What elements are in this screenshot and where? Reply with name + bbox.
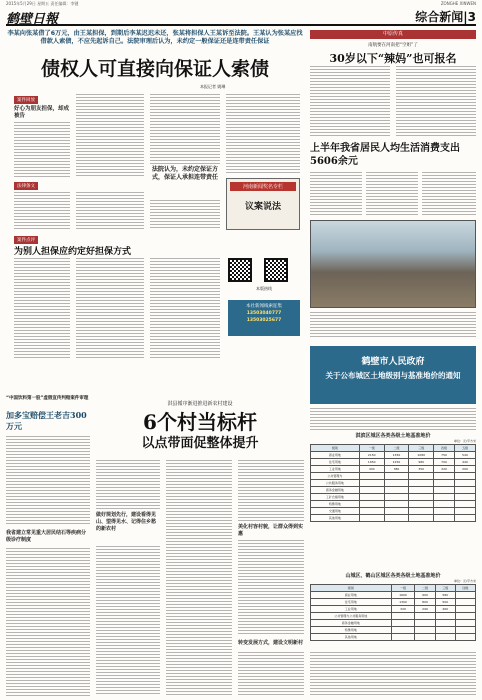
table-cell: 580 [435,592,455,599]
tag-law: 法律条文 [14,182,38,190]
table-cell [434,494,455,501]
table-cell [434,487,455,494]
text-block [366,172,418,216]
village-sub-a: 做好规划先行，建设看得见山、望得见水、记得住乡愁的新农村 [96,512,157,532]
land-price-table-2 [310,584,476,641]
table-cell [409,473,434,480]
table-cell [415,627,435,634]
masthead [6,8,476,26]
table-cell [455,592,475,599]
table-header-cell: 一级 [391,585,415,592]
table-cell [455,480,476,487]
notice-issuer: 鹤壁市人民政府 [361,357,425,367]
table-row [311,473,476,480]
table-cell [409,508,434,515]
table-cell [415,620,435,627]
table-cell: 住宅用地 [311,599,392,606]
table-cell: 800 [415,599,435,606]
table-row [311,494,476,501]
table-row [311,606,476,613]
table-cell [455,515,476,522]
text-block [6,436,90,526]
table-cell: 工业用地 [311,606,392,613]
table-header-cell: 五级 [455,445,476,452]
table-cell [409,494,434,501]
table-cell [434,508,455,515]
table-cell [435,613,455,620]
main-headline: 债权人可直接向保证人索债 [40,58,269,80]
date-info: 2015年5月29日 星期五 责任编辑：李键 [6,1,79,6]
table-cell [391,613,415,620]
table-cell [359,501,384,508]
text-block [76,192,144,230]
table-cell [359,515,384,522]
table-cell: 540 [455,452,476,459]
text-block [226,94,300,174]
sub-comment: 为别人担保应约定好担保方式 [14,247,132,257]
text-block [150,200,220,230]
table2-unit: 单位：元/平方米 [453,579,476,583]
table1-unit: 单位：元/平方米 [453,439,476,443]
page-site: ZONGHE XINWEN [440,1,476,6]
table-header-cell: 级别 [311,585,392,592]
table-cell: 320 [391,606,415,613]
table-cell [384,480,409,487]
table-cell: 1600 [391,592,415,599]
land-price-table-1 [310,444,476,522]
south-headline: 30岁以下“辣妈”也可报名 [329,52,457,65]
table-header-cell: 二级 [415,585,435,592]
table-cell: 其他用地 [311,515,360,522]
table-cell: 1300 [391,599,415,606]
village-sub-c: 转变发展方式，建设文明新村 [238,640,304,646]
table-row [311,634,476,641]
table-cell [455,494,476,501]
qr-code-icon [264,258,288,282]
table2-title: 山城区、鹤山区城区各类各级土地基准地价 [345,573,441,579]
notice-header [310,346,476,404]
bl-kicker: “中国饮料第一股”虚假宣传判赔案件审理 [6,396,89,401]
table-row [311,620,476,627]
table-header-cell: 三级 [409,445,434,452]
text-block [310,652,476,696]
text-block [76,258,144,358]
table-cell [384,501,409,508]
table-row [311,466,476,473]
main-byline: 本报记者 姚琳 [200,84,226,89]
table-cell: 公共管理与 [311,473,360,480]
table-cell [384,508,409,515]
table-cell: 430 [359,466,384,473]
news-photo [310,220,476,308]
table-cell: 290 [415,606,435,613]
table-cell: 980 [409,459,434,466]
text-block [310,408,476,430]
table-cell [409,480,434,487]
table-cell [434,501,455,508]
table-cell: 700 [434,459,455,466]
table1-title: 淇滨区城区各类各级土地基准地价 [355,433,431,439]
table-cell: 特殊用地 [311,627,392,634]
table-cell [435,634,455,641]
table-cell: 380 [384,466,409,473]
table-cell: 440 [455,459,476,466]
table-cell: 工矿仓储用地 [311,494,360,501]
date-bar [0,0,482,6]
table-row [311,599,476,606]
table-row [311,515,476,522]
text-block [96,546,160,696]
text-block [310,66,390,136]
table-cell: 2150 [359,452,384,459]
text-block [166,460,232,696]
table-cell [434,515,455,522]
table-cell: 住宅用地 [311,459,360,466]
table-cell: 1350 [384,452,409,459]
table-cell: 商业用地 [311,452,360,459]
table-cell [391,627,415,634]
table-cell [409,501,434,508]
village-headline: 6个村当标杆 [143,410,257,434]
table-cell: 500 [435,599,455,606]
newspaper-logo: 鹤壁日報 [6,12,59,27]
table-cell [435,620,455,627]
notice-title: 关于公布城区土地级别与基准地价的通知 [325,371,461,380]
text-block [76,94,144,177]
table-row [311,487,476,494]
table-cell [455,473,476,480]
section-title: 综合新闻|3 [415,10,476,24]
mid-note: 法院认为，未约定保证方式，保证人承担连带责任 [151,166,218,181]
table-cell [455,599,475,606]
table-row [311,452,476,459]
table-header-cell: 级别 [311,445,360,452]
bl-headline-2: 我省建立常见重大居民结石等疾病分级诊疗制度 [6,530,87,543]
table-cell: 商务金融用地 [311,620,392,627]
main-lede: 李某向张某借了6万元，由王某担保，到期后李某迟迟未还，张某将担保人王某诉至法院。王某认为张某应找借款人索债，不应先起诉自己。法院审理后认为，未约定一般保证还是连带责任保证 [7,30,303,45]
table-cell: 350 [409,466,434,473]
text-block [6,548,90,696]
table-header-cell: 四级 [434,445,455,452]
table-cell [435,627,455,634]
table-cell [391,620,415,627]
photo-caption [310,312,476,338]
table-cell [455,487,476,494]
text-block [14,122,70,177]
table-cell: 1250 [384,459,409,466]
table-cell [384,473,409,480]
table-cell: 290 [455,466,476,473]
table-header-cell: 二级 [384,445,409,452]
table-cell [455,627,475,634]
table-cell: 320 [434,466,455,473]
table-cell [384,494,409,501]
text-block [96,460,160,510]
text-block [310,172,362,216]
table-row [311,592,476,599]
table-row [311,501,476,508]
table-cell [455,508,476,515]
text-block [150,94,220,164]
contact-box [228,300,300,336]
table-cell: 公共管理与公共服务用地 [311,613,392,620]
table-cell [434,473,455,480]
table-cell: 其他用地 [311,634,392,641]
sub-case: 好心为朋友担保，却成被告 [14,106,70,119]
table-cell [409,515,434,522]
table-cell [391,634,415,641]
tag-comment: 案件点评 [14,236,38,244]
village-kicker: 淇县循序渐进推进新农村建设 [167,401,233,407]
table-cell: 商业用地 [311,592,392,599]
text-block [238,540,304,636]
ad-label: 议案说法 [244,202,281,212]
table-cell [409,487,434,494]
table-row [311,459,476,466]
contact-title: 本社新闻线索征集 [246,304,282,309]
table-cell [359,473,384,480]
bl-headline: 加多宝赔偿王老吉300万元 [6,410,87,431]
text-block [238,652,304,696]
table-cell: 260 [435,606,455,613]
table-cell [359,508,384,515]
table-cell [455,620,475,627]
text-block [14,192,70,230]
table-cell [415,634,435,641]
table-header-cell: 三级 [435,585,455,592]
table-cell [455,606,475,613]
text-block [422,172,476,216]
tag-case: 案件回放 [14,96,38,104]
table-cell: 商务金融用地 [311,487,360,494]
table-row [311,480,476,487]
table-header-cell: 一级 [359,445,384,452]
table-cell [359,487,384,494]
table-row [311,508,476,515]
table-cell [455,501,476,508]
contact-caption: 本版热线 [256,286,272,291]
table-cell: 公共服务用地 [311,480,360,487]
table-cell [455,634,475,641]
text-block [14,258,70,358]
village-sub-b: 美化村容村貌，让群众得到实惠 [238,524,304,537]
table-cell [384,487,409,494]
text-block [396,66,476,136]
contact-phone: 13503040777 [246,311,282,316]
table-cell [384,515,409,522]
table-cell: 1080 [409,452,434,459]
ad-banner: 河南新闻奖名专栏 [230,182,296,191]
table-cell: 1650 [359,459,384,466]
tag-central: 中原传真 [310,30,476,39]
text-block [238,460,304,522]
contact-phone: 13503025677 [246,318,282,323]
table-cell: 工业用地 [311,466,360,473]
village-headline-2: 以点带面促整体提升 [141,436,259,451]
table-cell [359,480,384,487]
table-row [311,627,476,634]
table-cell [359,494,384,501]
table-cell: 750 [434,452,455,459]
table-cell: 特殊用地 [311,501,360,508]
table-header-cell: 四级 [455,585,475,592]
table-cell: 交通用地 [311,508,360,515]
ad-box [226,178,300,230]
income-headline: 上半年我省居民人均生活消费支出5606余元 [310,143,460,167]
table-cell [434,480,455,487]
table-cell [455,613,475,620]
table-row [311,613,476,620]
south-kicker: 南航要在河南把“空姐”了 [368,43,418,48]
qr-code-icon [228,258,252,282]
table-cell: 900 [415,592,435,599]
table-cell [415,613,435,620]
text-block [150,258,220,358]
